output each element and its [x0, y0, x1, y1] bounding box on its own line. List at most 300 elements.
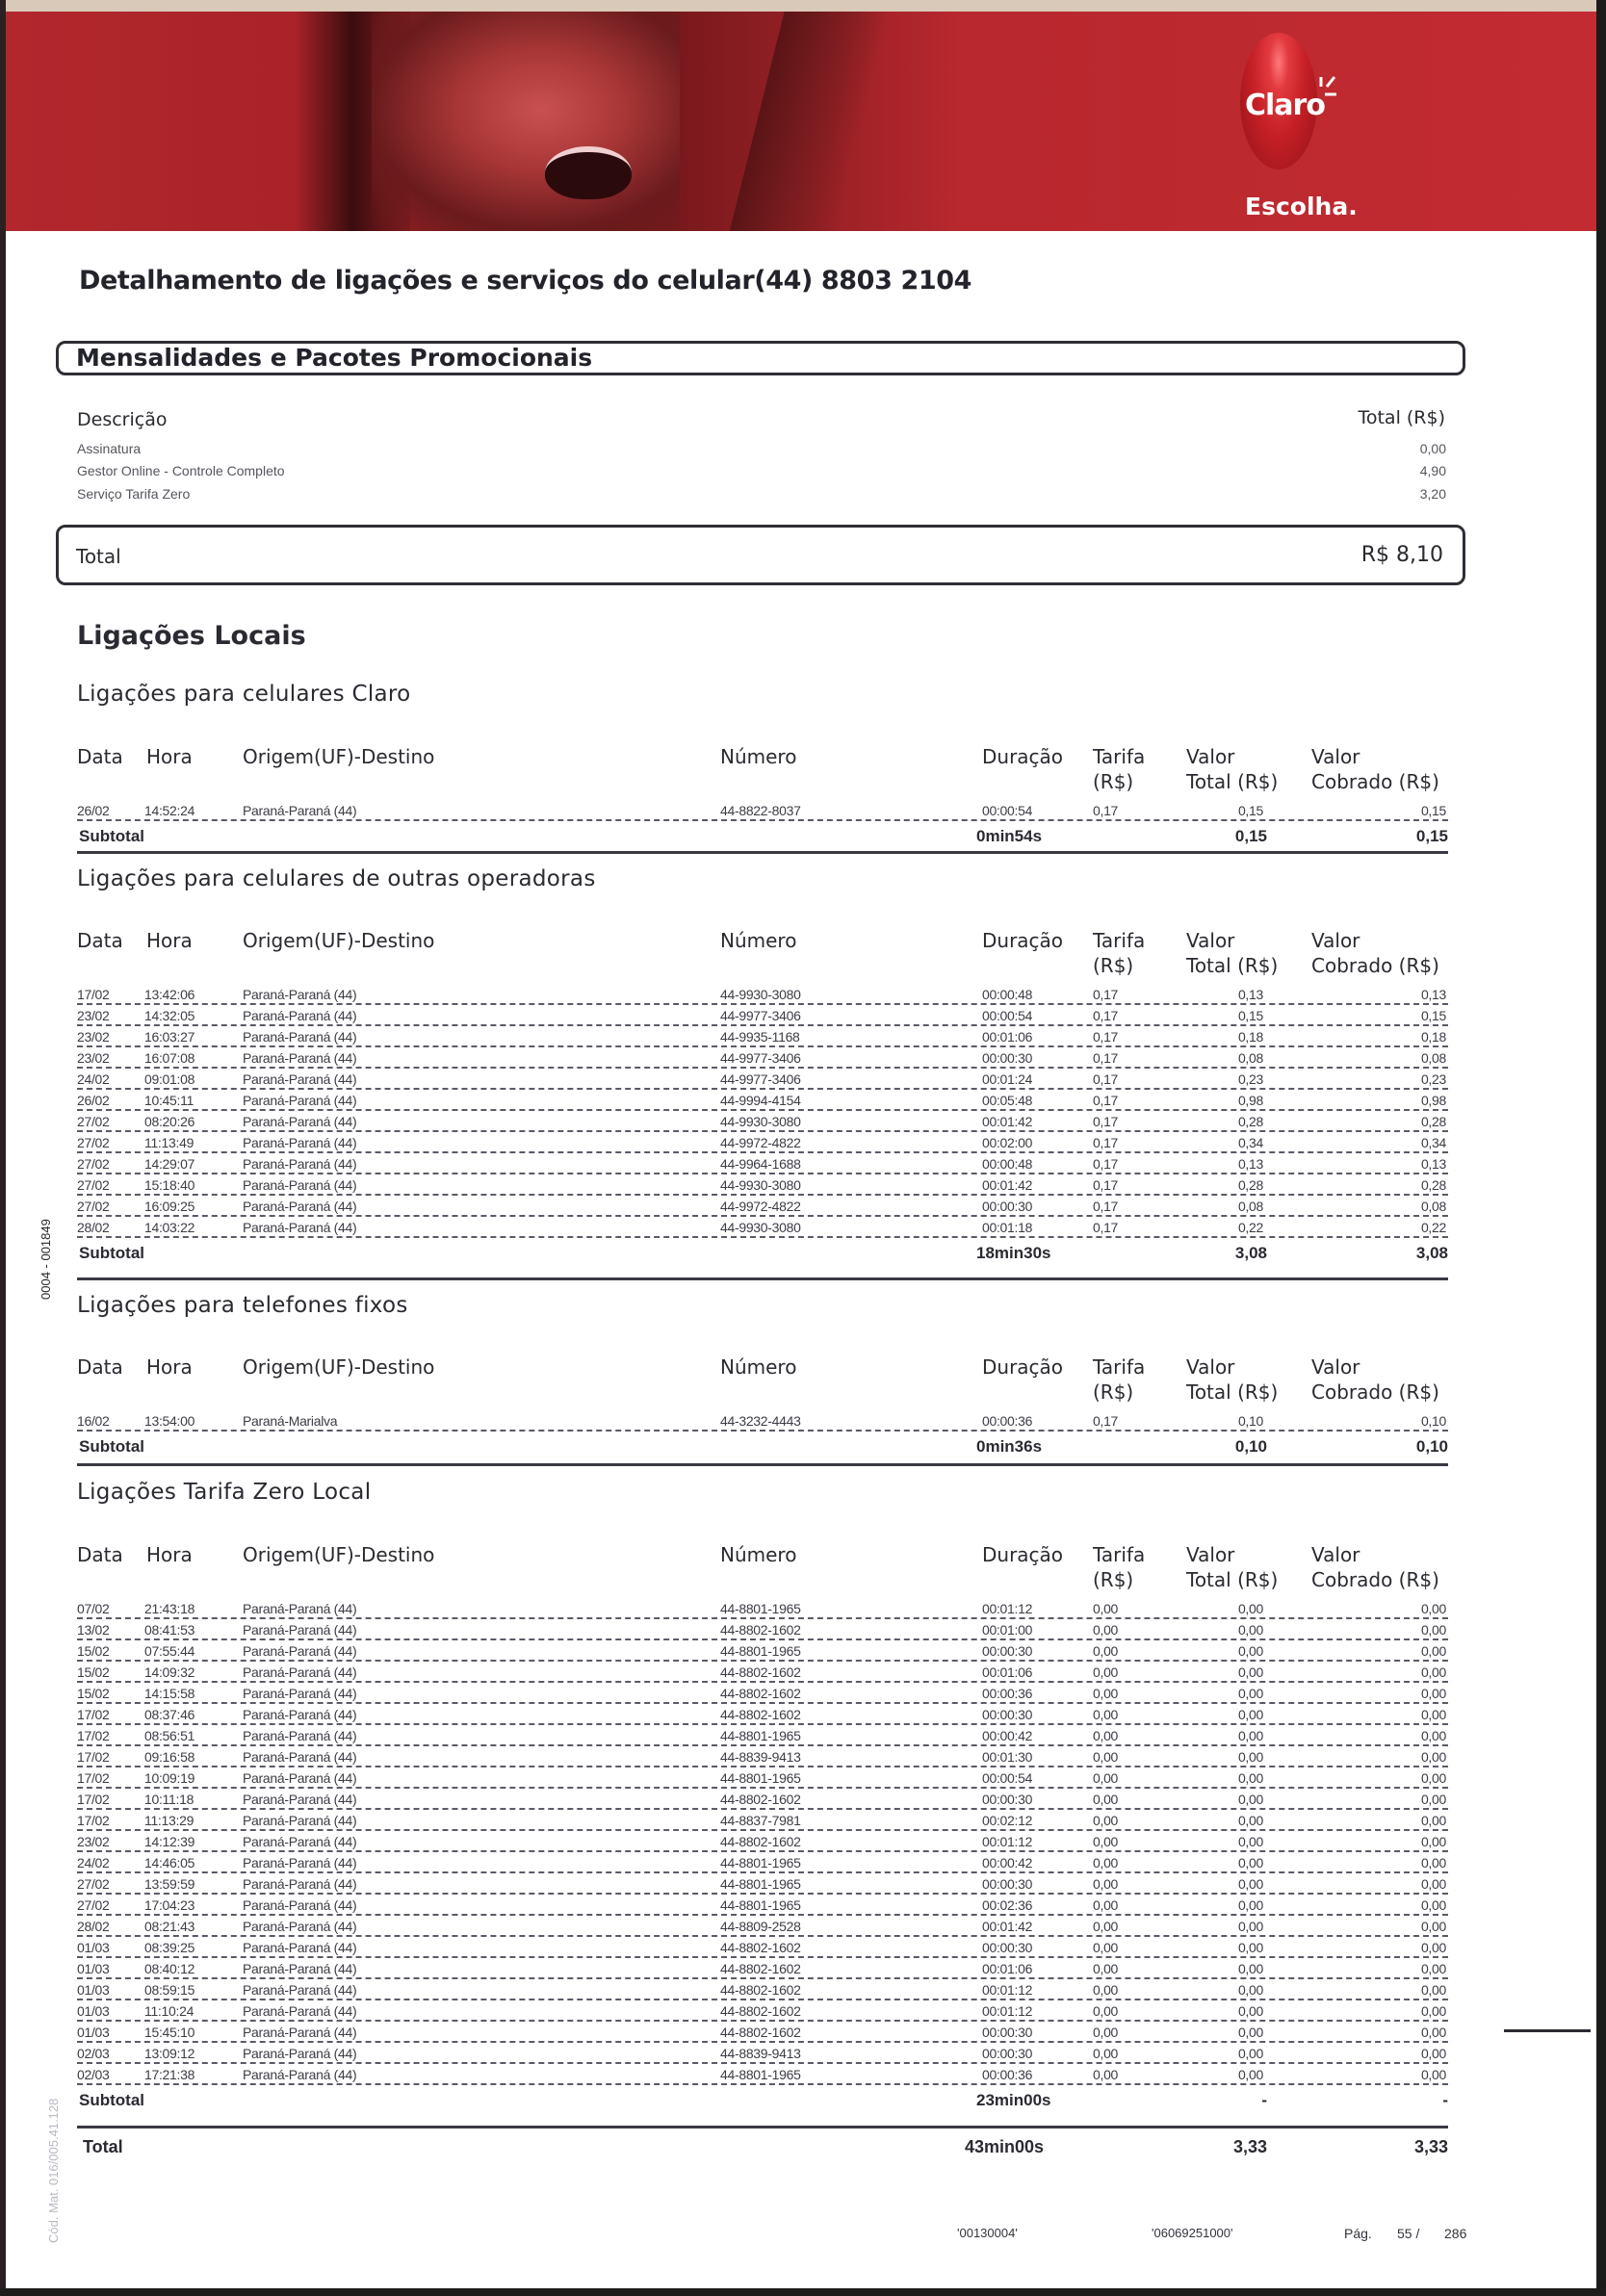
- col-tarifa: [1093, 1542, 1145, 1592]
- col-data: Data: [77, 929, 123, 952]
- subtotal-duration: 0min54s: [976, 827, 1043, 845]
- call-total-value: 0,00: [1237, 1897, 1263, 1913]
- col-vc-l2: Cobrado (R$): [1311, 1380, 1439, 1404]
- table-header: [77, 744, 1448, 800]
- call-date: 01/03: [77, 1961, 110, 1976]
- margin-batch-code: 0004 - 001849: [39, 1219, 53, 1300]
- call-origin-destination: Paraná-Paraná (44): [243, 803, 357, 818]
- call-date: 28/02: [77, 1919, 110, 1934]
- item-value: 0,00: [1419, 441, 1446, 456]
- table-row: [77, 1789, 1448, 1810]
- call-charged-value: 0,00: [1420, 1876, 1446, 1892]
- col-vt-l2: Total (R$): [1186, 1568, 1279, 1591]
- call-duration: 00:01:00: [982, 1622, 1033, 1638]
- call-charged-value: 0,00: [1420, 1770, 1446, 1786]
- call-charged-value: 0,10: [1420, 1413, 1446, 1429]
- table-row: [77, 1725, 1448, 1746]
- call-charged-value: 0,00: [1420, 1707, 1446, 1722]
- call-number: 44-8802-1602: [720, 1686, 801, 1701]
- col-numero: Número: [720, 929, 797, 952]
- call-charged-value: 0,28: [1420, 1177, 1446, 1193]
- table-row: [77, 1619, 1448, 1640]
- call-date: 23/02: [77, 1029, 110, 1045]
- call-rate: 0,17: [1093, 987, 1119, 1002]
- subtotal-row: [77, 2085, 1448, 2114]
- call-date: 26/02: [77, 803, 110, 818]
- call-date: 27/02: [77, 1114, 110, 1129]
- table-row: [77, 1217, 1448, 1238]
- call-date: 27/02: [77, 1135, 110, 1150]
- call-number: 44-8822-8037: [720, 803, 801, 818]
- call-charged-value: 0,15: [1420, 1008, 1446, 1023]
- call-duration: 00:01:12: [982, 2003, 1033, 2019]
- call-rate: 0,17: [1093, 1093, 1119, 1108]
- table-row: [77, 984, 1448, 1005]
- mensalidades-total-frame: [56, 525, 1465, 585]
- call-total-value: 0,00: [1237, 1664, 1263, 1680]
- column-header-descricao: Descrição: [77, 409, 168, 430]
- mensalidades-header-frame: [56, 341, 1465, 375]
- call-origin-destination: Paraná-Paraná (44): [243, 1876, 357, 1892]
- call-rate: 0,17: [1093, 1050, 1119, 1066]
- call-date: 02/03: [77, 2046, 110, 2061]
- col-duracao: Duração: [982, 745, 1064, 768]
- call-number: 44-9977-3406: [720, 1050, 801, 1066]
- call-origin-destination: Paraná-Paraná (44): [243, 1220, 357, 1235]
- call-number: 44-8802-1602: [720, 1940, 801, 1955]
- item-value: 4,90: [1419, 463, 1446, 478]
- call-duration: 00:00:30: [982, 1050, 1033, 1066]
- col-tarifa-l2: (R$): [1093, 1568, 1134, 1591]
- call-origin-destination: Paraná-Paraná (44): [243, 1961, 357, 1976]
- call-charged-value: 0,00: [1420, 1686, 1446, 1701]
- call-duration: 00:00:30: [982, 1199, 1033, 1214]
- call-rate: 0,17: [1093, 1177, 1119, 1193]
- table-row: [77, 1005, 1448, 1026]
- call-date: 23/02: [77, 1050, 110, 1066]
- scan-edge-bottom: [0, 2288, 1606, 2296]
- call-origin-destination: Paraná-Paraná (44): [243, 1156, 357, 1172]
- call-origin-destination: Paraná-Paraná (44): [243, 1940, 357, 1955]
- call-time: 10:11:18: [144, 1792, 194, 1807]
- divider: [77, 1463, 1448, 1466]
- call-duration: 00:01:06: [982, 1029, 1033, 1045]
- call-total-value: 0,00: [1237, 2067, 1263, 2082]
- list-item: [77, 463, 1446, 478]
- call-origin-destination: Paraná-Paraná (44): [243, 1707, 357, 1722]
- call-rate: 0,00: [1093, 2025, 1119, 2040]
- table-row: [77, 1916, 1448, 1937]
- call-duration: 00:05:48: [982, 1093, 1033, 1108]
- call-date: 17/02: [77, 1770, 110, 1786]
- call-date: 01/03: [77, 2003, 110, 2019]
- col-hora: Hora: [146, 1543, 193, 1566]
- call-time: 09:16:58: [144, 1749, 195, 1765]
- table-row: [77, 1767, 1448, 1789]
- call-number: 44-9972-4822: [720, 1135, 801, 1150]
- table-row: [77, 1873, 1448, 1895]
- call-number: 44-8802-1602: [720, 1982, 801, 1998]
- call-total-value: 0,18: [1237, 1029, 1263, 1045]
- call-number: 44-3232-4443: [720, 1413, 801, 1429]
- call-charged-value: 0,00: [1420, 2046, 1446, 2061]
- col-numero: Número: [720, 1355, 797, 1379]
- call-duration: 00:00:48: [982, 1156, 1033, 1172]
- call-time: 08:41:53: [144, 1622, 195, 1638]
- call-date: 15/02: [77, 1686, 110, 1701]
- call-duration: 00:00:36: [982, 1413, 1033, 1429]
- call-date: 01/03: [77, 1940, 110, 1955]
- col-vt-l2: Total (R$): [1186, 1380, 1279, 1404]
- col-vc-l2: Cobrado (R$): [1311, 1568, 1439, 1591]
- table-body: [77, 1598, 1448, 2085]
- call-total-value: 0,00: [1237, 1813, 1263, 1828]
- call-total-value: 0,00: [1237, 2025, 1263, 2040]
- call-number: 44-8802-1602: [720, 1707, 801, 1722]
- call-number: 44-9930-3080: [720, 1220, 801, 1235]
- table-row: [77, 800, 1448, 821]
- col-tarifa-l2: (R$): [1093, 954, 1134, 977]
- col-numero: Número: [720, 745, 797, 768]
- call-rate: 0,17: [1093, 1156, 1119, 1172]
- call-number: 44-8802-1602: [720, 1622, 801, 1638]
- call-time: 14:52:24: [144, 803, 195, 818]
- call-time: 14:12:39: [144, 1834, 195, 1849]
- call-time: 13:42:06: [144, 987, 195, 1002]
- subtotal-label: Subtotal: [79, 827, 144, 845]
- col-duracao: Duração: [982, 929, 1064, 952]
- call-total-value: 0,00: [1237, 1707, 1263, 1722]
- call-origin-destination: Paraná-Marialva: [243, 1413, 338, 1429]
- call-date: 28/02: [77, 1220, 110, 1235]
- call-date: 27/02: [77, 1156, 110, 1172]
- call-date: 17/02: [77, 1728, 110, 1743]
- list-item: [77, 441, 1446, 456]
- call-duration: 00:00:54: [982, 1770, 1033, 1786]
- call-rate: 0,17: [1093, 1029, 1119, 1045]
- grand-total-label: Total: [83, 2137, 123, 2156]
- call-rate: 0,00: [1093, 1834, 1119, 1849]
- col-hora: Hora: [146, 1355, 193, 1379]
- call-date: 15/02: [77, 1643, 110, 1659]
- call-duration: 00:01:12: [982, 1982, 1033, 1998]
- call-charged-value: 0,28: [1420, 1114, 1446, 1129]
- col-valor-cobrado: [1311, 1542, 1439, 1592]
- grand-total-valor-total: 3,33: [1232, 2137, 1267, 2156]
- call-number: 44-8802-1602: [720, 1664, 801, 1680]
- col-vc-l1: Valor: [1311, 1543, 1360, 1566]
- col-tarifa: [1093, 928, 1145, 978]
- col-tarifa-l1: Tarifa: [1093, 929, 1146, 952]
- call-total-value: 0,00: [1237, 1601, 1263, 1616]
- call-origin-destination: Paraná-Paraná (44): [243, 2025, 357, 2040]
- col-vc-l1: Valor: [1311, 1355, 1360, 1379]
- call-total-value: 0,28: [1237, 1177, 1263, 1193]
- col-vt-l2: Total (R$): [1186, 954, 1279, 977]
- call-total-value: 0,00: [1237, 1792, 1263, 1807]
- call-number: 44-9977-3406: [720, 1008, 801, 1023]
- call-origin-destination: Paraná-Paraná (44): [243, 1834, 357, 1849]
- table-row: [77, 2000, 1448, 2022]
- call-charged-value: 0,00: [1420, 1601, 1446, 1616]
- col-vt-l2: Total (R$): [1186, 770, 1279, 793]
- col-duracao: Duração: [982, 1543, 1064, 1566]
- call-total-value: 0,00: [1237, 1686, 1263, 1701]
- col-hora: Hora: [146, 929, 193, 952]
- grand-total-duration: 43min00s: [965, 2137, 1045, 2156]
- call-duration: 00:00:54: [982, 1008, 1033, 1023]
- calls-table-outras-operadoras: [77, 928, 1448, 1267]
- call-time: 16:03:27: [144, 1029, 195, 1045]
- calls-table-telefones-fixos: [77, 1354, 1448, 1460]
- call-charged-value: 0,18: [1420, 1029, 1446, 1045]
- call-duration: 00:00:48: [982, 987, 1033, 1002]
- col-tarifa-l1: Tarifa: [1093, 745, 1146, 768]
- call-time: 13:09:12: [144, 2046, 195, 2061]
- page-total: 286: [1444, 2226, 1467, 2241]
- table-row: [77, 1683, 1448, 1704]
- call-total-value: 0,15: [1237, 803, 1263, 818]
- col-vc-l1: Valor: [1311, 929, 1360, 952]
- call-charged-value: 0,13: [1420, 1156, 1446, 1172]
- call-time: 14:15:58: [144, 1686, 195, 1701]
- scan-edge-top: [0, 0, 1606, 12]
- call-total-value: 0,00: [1237, 1940, 1263, 1955]
- call-charged-value: 0,13: [1420, 987, 1446, 1002]
- logo-rays-icon: [1315, 75, 1338, 104]
- call-total-value: 0,00: [1237, 1728, 1263, 1743]
- call-time: 08:56:51: [144, 1728, 195, 1743]
- call-charged-value: 0,00: [1420, 1792, 1446, 1807]
- call-origin-destination: Paraná-Paraná (44): [243, 1071, 357, 1087]
- call-total-value: 0,08: [1237, 1050, 1263, 1066]
- call-duration: 00:00:30: [982, 2046, 1033, 2061]
- subsection-title: Ligações para celulares Claro: [77, 682, 411, 707]
- call-duration: 00:00:36: [982, 2067, 1033, 2082]
- table-row: [77, 1704, 1448, 1725]
- subsection-title: Ligações para telefones fixos: [77, 1293, 408, 1318]
- col-vc-l2: Cobrado (R$): [1311, 954, 1439, 977]
- call-date: 23/02: [77, 1008, 110, 1023]
- subtotal-label: Subtotal: [79, 1437, 144, 1456]
- table-row: [77, 1746, 1448, 1767]
- col-hora: Hora: [146, 745, 193, 768]
- call-time: 14:29:07: [144, 1156, 195, 1172]
- table-body: [77, 984, 1448, 1238]
- call-origin-destination: Paraná-Paraná (44): [243, 1643, 357, 1659]
- call-rate: 0,00: [1093, 1643, 1119, 1659]
- call-number: 44-9930-3080: [720, 1114, 801, 1129]
- call-origin-destination: Paraná-Paraná (44): [243, 1919, 357, 1934]
- col-duracao: Duração: [982, 1355, 1064, 1379]
- call-rate: 0,00: [1093, 1897, 1119, 1913]
- call-time: 08:20:26: [144, 1114, 195, 1129]
- call-rate: 0,17: [1093, 1220, 1119, 1235]
- call-date: 24/02: [77, 1855, 110, 1870]
- item-description: Serviço Tarifa Zero: [77, 486, 191, 502]
- subsection-title: Ligações para celulares de outras operadoras: [77, 866, 596, 891]
- table-row: [77, 1979, 1448, 2000]
- col-valor-total: [1186, 1542, 1278, 1592]
- call-total-value: 0,00: [1237, 2046, 1263, 2061]
- call-total-value: 0,23: [1237, 1071, 1263, 1087]
- subsection-title: Ligações Tarifa Zero Local: [77, 1480, 372, 1505]
- side-cut-mark: [1504, 2029, 1591, 2032]
- call-duration: 00:00:30: [982, 1940, 1033, 1955]
- divider: [77, 2126, 1448, 2128]
- call-number: 44-9935-1168: [720, 1029, 800, 1045]
- call-charged-value: 0,00: [1420, 1961, 1446, 1976]
- call-charged-value: 0,00: [1420, 1813, 1446, 1828]
- col-valor-total: [1186, 928, 1278, 978]
- calls-table-tarifa-zero: [77, 1542, 1448, 2114]
- call-rate: 0,00: [1093, 1813, 1119, 1828]
- col-vt-l1: Valor: [1186, 929, 1235, 952]
- call-date: 15/02: [77, 1664, 110, 1680]
- call-origin-destination: Paraná-Paraná (44): [243, 2046, 357, 2061]
- total-value: R$ 8,10: [1360, 543, 1443, 567]
- call-number: 44-8802-1602: [720, 2025, 801, 2040]
- call-total-value: 0,08: [1237, 1199, 1263, 1214]
- call-date: 17/02: [77, 1707, 110, 1722]
- call-rate: 0,00: [1093, 1876, 1119, 1892]
- call-rate: 0,00: [1093, 1940, 1119, 1955]
- brand-logo-text: Claro: [1245, 89, 1325, 122]
- scan-edge-left: [0, 0, 6, 2296]
- call-rate: 0,00: [1093, 1622, 1119, 1638]
- call-rate: 0,00: [1093, 1728, 1119, 1743]
- call-rate: 0,17: [1093, 1413, 1119, 1429]
- call-time: 08:59:15: [144, 1982, 195, 1998]
- call-date: 07/02: [77, 1601, 110, 1616]
- call-origin-destination: Paraná-Paraná (44): [243, 1792, 357, 1807]
- call-rate: 0,17: [1093, 1071, 1119, 1087]
- margin-material-code: Cód. Mat. 016/005.41.128: [46, 2098, 61, 2243]
- call-time: 07:55:44: [144, 1643, 195, 1659]
- call-number: 44-8801-1965: [720, 1643, 801, 1659]
- call-duration: 00:01:42: [982, 1177, 1033, 1193]
- call-origin-destination: Paraná-Paraná (44): [243, 1897, 357, 1913]
- table-body: [77, 1410, 1448, 1432]
- col-valor-total: [1186, 744, 1278, 794]
- call-rate: 0,00: [1093, 1707, 1119, 1722]
- call-total-value: 0,22: [1237, 1220, 1263, 1235]
- section-title: Ligações Locais: [77, 621, 306, 651]
- call-rate: 0,00: [1093, 2046, 1119, 2061]
- header-banner: [6, 12, 1596, 231]
- call-date: 17/02: [77, 1792, 110, 1807]
- call-number: 44-8839-9413: [720, 1749, 801, 1765]
- grand-total-valor-cobrado: 3,33: [1413, 2137, 1448, 2156]
- call-duration: 00:00:30: [982, 1792, 1033, 1807]
- column-header-total: Total (R$): [1358, 407, 1445, 428]
- call-date: 16/02: [77, 1413, 110, 1429]
- call-number: 44-8809-2528: [720, 1919, 801, 1934]
- call-total-value: 0,00: [1237, 1770, 1263, 1786]
- call-origin-destination: Paraná-Paraná (44): [243, 1199, 357, 1214]
- calls-table-claro: [77, 744, 1448, 850]
- call-rate: 0,00: [1093, 1749, 1119, 1765]
- banner-photo-arm: [727, 12, 893, 231]
- call-time: 11:13:49: [144, 1135, 194, 1150]
- col-valor-cobrado: [1311, 928, 1439, 978]
- call-date: 17/02: [77, 987, 110, 1002]
- call-origin-destination: Paraná-Paraná (44): [243, 1114, 357, 1129]
- call-charged-value: 0,00: [1420, 1940, 1446, 1955]
- call-number: 44-8801-1965: [720, 1897, 801, 1913]
- col-origem: Origem(UF)-Destino: [243, 745, 435, 768]
- call-charged-value: 0,00: [1420, 1643, 1446, 1659]
- call-time: 17:21:38: [144, 2067, 195, 2082]
- call-duration: 00:00:42: [982, 1728, 1033, 1743]
- col-valor-cobrado: [1311, 744, 1439, 794]
- call-total-value: 0,00: [1237, 1876, 1263, 1892]
- list-item: [77, 486, 1446, 502]
- divider: [77, 1277, 1448, 1280]
- call-total-value: 0,00: [1237, 1855, 1263, 1870]
- call-time: 08:37:46: [144, 1707, 195, 1722]
- divider: [77, 851, 1448, 854]
- call-duration: 00:00:30: [982, 1876, 1033, 1892]
- table-header: [77, 1542, 1448, 1598]
- call-number: 44-8801-1965: [720, 1770, 801, 1786]
- col-tarifa-l1: Tarifa: [1093, 1355, 1146, 1379]
- call-charged-value: 0,00: [1420, 1749, 1446, 1765]
- call-rate: 0,00: [1093, 1601, 1119, 1616]
- call-number: 44-8802-1602: [720, 1961, 801, 1976]
- call-duration: 00:00:30: [982, 1643, 1033, 1659]
- call-origin-destination: Paraná-Paraná (44): [243, 2067, 357, 2082]
- call-rate: 0,00: [1093, 1855, 1119, 1870]
- call-total-value: 0,13: [1237, 987, 1263, 1002]
- subtotal-label: Subtotal: [79, 1244, 144, 1262]
- call-rate: 0,00: [1093, 2067, 1119, 2082]
- call-time: 08:21:43: [144, 1919, 195, 1934]
- col-tarifa-l2: (R$): [1093, 770, 1134, 793]
- call-number: 44-9964-1688: [720, 1156, 801, 1172]
- call-time: 14:46:05: [144, 1855, 195, 1870]
- call-charged-value: 0,00: [1420, 1622, 1446, 1638]
- call-charged-value: 0,15: [1420, 803, 1446, 818]
- call-total-value: 0,00: [1237, 1982, 1263, 1998]
- call-origin-destination: Paraná-Paraná (44): [243, 1770, 357, 1786]
- call-time: 10:09:19: [144, 1770, 195, 1786]
- call-time: 11:13:29: [144, 1813, 194, 1828]
- call-duration: 00:01:42: [982, 1114, 1033, 1129]
- call-origin-destination: Paraná-Paraná (44): [243, 1008, 357, 1023]
- call-date: 27/02: [77, 1897, 110, 1913]
- col-origem: Origem(UF)-Destino: [243, 929, 435, 952]
- call-rate: 0,17: [1093, 1199, 1119, 1214]
- call-total-value: 0,00: [1237, 1834, 1263, 1849]
- call-time: 13:54:00: [144, 1413, 195, 1429]
- call-rate: 0,17: [1093, 1114, 1119, 1129]
- call-charged-value: 0,34: [1420, 1135, 1446, 1150]
- subtotal-duration: 23min00s: [976, 2091, 1051, 2109]
- call-rate: 0,00: [1093, 1961, 1119, 1976]
- item-description: Gestor Online - Controle Completo: [77, 463, 285, 478]
- subtotal-valor-cobrado: 3,08: [1415, 1244, 1448, 1262]
- col-tarifa-l2: (R$): [1093, 1380, 1134, 1404]
- call-number: 44-8801-1965: [720, 1601, 801, 1616]
- total-label: Total: [76, 545, 121, 568]
- call-time: 15:18:40: [144, 1177, 195, 1193]
- call-time: 14:03:22: [144, 1220, 195, 1235]
- grand-total-row: [77, 2137, 1448, 2166]
- call-charged-value: 0,00: [1420, 2003, 1446, 2019]
- call-duration: 00:02:00: [982, 1135, 1033, 1150]
- subtotal-duration: 18min30s: [976, 1244, 1051, 1262]
